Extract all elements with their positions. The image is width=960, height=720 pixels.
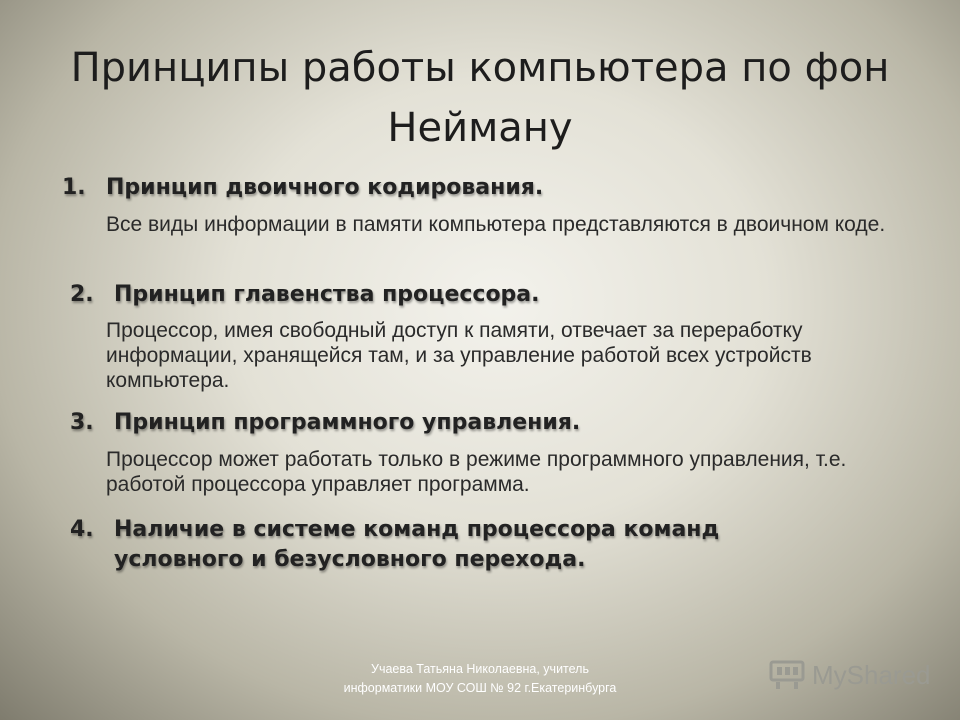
principle-3-title: Принцип программного управления. [114,410,581,435]
principle-1-number: 1. [62,175,86,200]
principle-2-heading [70,280,540,310]
footer-author: Учаева Татьяна Николаевна, учитель информатики МОУ СОШ № 92 г.Екатеринбурга [343,662,617,695]
principle-3-heading [70,408,580,438]
principle-4-heading [70,515,854,575]
principle-2-description: Процессор, имея свободный доступ к памяти, отвечает за переработку информации, хранящейся там, и за управление работой всех устройств компьютера. [106,319,812,392]
principle-1-heading [62,173,543,203]
principle-1-title: Принцип двоичного кодирования. [106,175,544,200]
principle-2-title: Принцип главенства процессора. [114,282,540,307]
slide-title: Принципы работы компьютера по фон Нейману [70,45,890,151]
principle-2-number: 2. [70,282,94,307]
myshared-logo-text: MyShared [812,659,931,690]
principle-4-number: 4. [70,517,94,542]
principle-3-description: Процессор может работать только в режиме программного управления, т.е. работой процессора управляет программа. [106,448,847,496]
principle-1-description: Все виды информации в памяти компьютера представляются в двоичном коде. [106,213,886,236]
principle-4-title: Наличие в системе команд процессора команд условного и безусловного перехода. [114,517,720,572]
principle-3-number: 3. [70,410,94,435]
myshared-logo-icon [768,660,806,690]
myshared-watermark [768,658,931,692]
